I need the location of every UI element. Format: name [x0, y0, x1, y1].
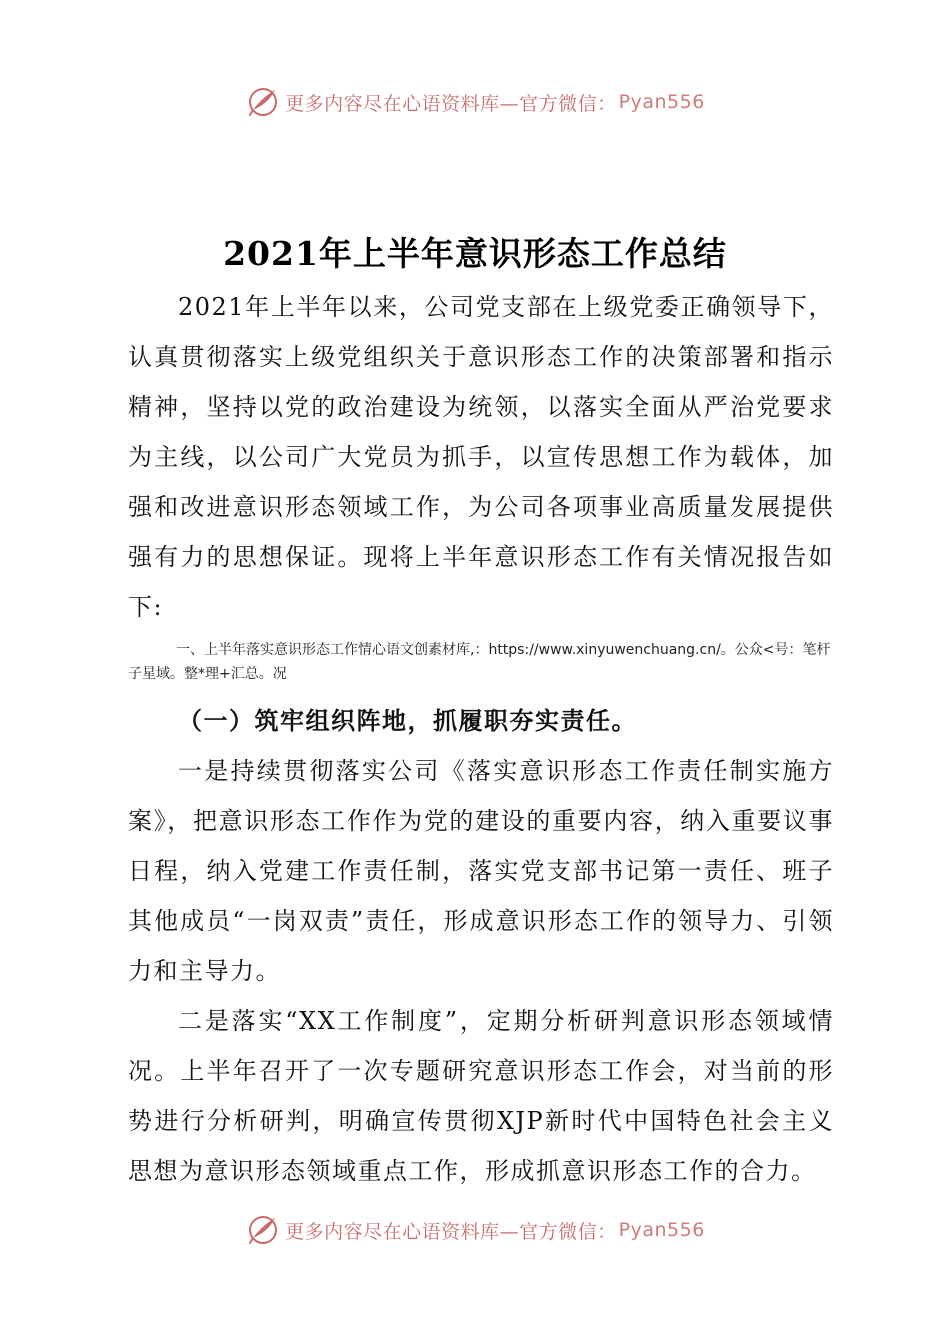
watermark-handle: Pyan556 [618, 1219, 705, 1241]
intro-paragraph: 2021年上半年以来，公司党支部在上级党委正确领导下，认真贯彻落实上级党组织关于意识形态工作的决策部署和指示精神，坚持以党的政治建设为统领，以落实全面从严治党要求为主线，以公司广大党员为抓手，以宣传思想工作为载体，加强和改进意识形态领域工作，为公司各项事业高质量发展提供强有力的思想保证。现将上半年意识形态工作有关情况报告如下: [128, 293, 834, 621]
section-heading: （一）筑牢组织阵地，抓履职夯实责任。 [178, 706, 637, 735]
source-note: 一、上半年落实意识形态工作情心语文创素材库,：https://www.xinyuwenchuang.cn/。公众<号：笔杆子星域。整*理+汇总。况 [128, 642, 831, 682]
document-title: 2021年上半年意识形态工作总结 [223, 234, 727, 273]
watermark-text: 更多内容尽在心语资料库—官方微信： [285, 92, 617, 115]
body-paragraph-1: 一是持续贯彻落实公司《落实意识形态工作责任制实施方案》，把意识形态工作作为党的建设的重要内容，纳入重要议事日程，纳入党建工作责任制，落实党支部书记第一责任、班子其他成员“一岗双责”责任，形成意识形态工作的领导力、引领力和主导力。 [128, 757, 834, 985]
body-paragraph-2: 二是落实“XX工作制度”，定期分析研判意识形态领域情况。上半年召开了一次专题研究意识形态工作会，对当前的形势进行分析研判，明确宣传贯彻XJP新时代中国特色社会主义思想为意识形态领域重点工作，形成抓意识形态工作的合力。 [128, 1007, 834, 1185]
watermark-handle: Pyan556 [618, 91, 705, 113]
header-watermark [0, 82, 950, 122]
document-body [128, 282, 834, 1196]
footer-watermark [0, 1210, 950, 1250]
watermark-text: 更多内容尽在心语资料库—官方微信： [285, 1220, 617, 1243]
quill-logo-icon [245, 84, 281, 120]
quill-logo-icon [245, 1212, 281, 1248]
